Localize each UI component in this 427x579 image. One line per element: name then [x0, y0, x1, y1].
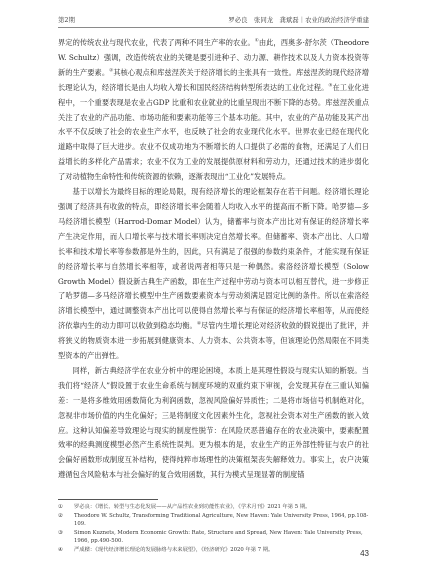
- footnote-item: [58, 546, 369, 555]
- footnote-number: ①: [58, 504, 63, 510]
- footnote-number: ③: [58, 529, 63, 536]
- footnote-item: [58, 529, 369, 546]
- footnote-marker: ④: [196, 321, 201, 327]
- page-number: 43: [360, 549, 369, 558]
- issue-label: 第2期: [58, 16, 75, 24]
- paragraph-text: 其核心观点和库兹涅茨关于经济增长的主张具有一致性。库兹涅茨的现代经济增长理论认为，经济增长是由人均收入增长和国民经济结构转型所表达的工业化过程。: [58, 67, 369, 92]
- footnote-item: [58, 512, 369, 529]
- footnotes: [58, 503, 369, 555]
- body-paragraph: [58, 364, 369, 483]
- footnote-number: ④: [58, 546, 63, 553]
- body-paragraph: [58, 185, 369, 364]
- body-text: [58, 36, 369, 483]
- footnote-text: 严成樑：《现代经济增长理论的发展脉络与未来展望》，《经济研究》2020 年第 7 期。: [74, 546, 274, 553]
- paragraph-text: 尽管内生增长理论对经济收敛的假说提出了批评，并将狭义的物质资本进一步拓展到健康资本、人力资本、公共资本等，但该理论仍然局限在不同类型资本的产出弹性。: [58, 321, 369, 361]
- paragraph-text: 在工业化进程中，一个重要表现是农业占GDP 比重和农业就业的比重呈现出不断下降的态势。库兹涅茨重点关注了农业的产品功能、市场功能和要素功能等三个基本功能。其中，农业的产品功能及其产出水平不仅反映了社会的农业生产水平，也反映了社会的农业现代化水平。世界农业已经在现代化道路中取得了巨大进步。农业不仅成功地为不断增长的人口提供了必需的食物，还满足了人们日益增长的多样化产品需求；农业不仅为工业的发展提供原材料和劳动力，还通过技术的进步弱化了对动植物生命特性和传统资源的依赖，逐渐表现出“工业化”发展特点。: [58, 82, 369, 182]
- paragraph-text: 基于以增长为最终目标的理论局限，现有经济增长的理论框架存在若干问题。经济增长理论强调了经济具有收敛的特点，即经济增长率会随着人均收入水平的提高而不断下降。哈罗德—多马经济增长模型（Harrod-Domar Model）认为，储蓄率与资本产出比对有保证的经济增长率产生决定作用，而人口增长率与技术增长率则决定自然增长率。但储蓄率、资本产出比、人口增长率和技术增长率等参数都是外生的，因此，只有满足了很强的参数约束条件，才能实现有保证的经济增长率与自然增长率相等，或者说两者相等只是一种偶然。索洛经济增长模型（Solow Growth Model）假设新古典生产函数，即在生产过程中劳动与资本可以相互替代，进一步修正了哈罗德—多马经济增长模型中生产函数要素资本与劳动须满足固定比例的条件。所以在索洛经济增长模型中，通过调整资本产出比可以使得自然增长率与有保证的经济增长率相等，从而使经济依靠内生的动力即可以收敛到稳态均衡。: [58, 187, 369, 331]
- footnote-number: ②: [58, 512, 63, 519]
- footnote-item: [58, 503, 369, 512]
- paragraph-text: 界定的传统农业与现代农业，代表了两种不同生产率的农业。: [58, 38, 255, 47]
- paragraph-text: 同样，新古典经济学在农业分析中的理论困境，本质上是其理性假设与现实认知的断裂。当我们将“经济人”假设置于农业生命系统与制度环境的双重约束下审视，会发现其存在三重认知偏差：一是将多维效用函数简化为利润函数，忽视风险偏好异质性；二是将市场信号机制绝对化，忽视非市场价值的内生化偏好；三是将制度文化因素外生化，忽视社会资本对生产函数的嵌入效应。这种认知偏差导致理论与现实的制度性脱节：在风险厌恶普遍存在的农业决策中，要素配置效率的经典测度模型必然产生系统性误判。更为根本的是，农业生产的正外部性特征与农户的社会偏好函数形成制度互补结构，使得纯粹市场理性的决策框架丧失解释效力。事实上，农户决策遵循包含风险粘本与社会偏好的复合效用函数，其行为模式呈现显著的制度锚: [58, 365, 369, 480]
- body-paragraph: [58, 36, 369, 185]
- footnote-text: Theodore W. Schultz, Transforming Traditional Agriculture, New Haven: Yale University Press, 1964, pp.108-109.: [74, 512, 369, 528]
- footnote-text: 罗必良：《增长、转型与生态化发展——从产品性农业到功能性农业》，《学术月刊》2021 年第 5 期。: [74, 504, 311, 510]
- page-header: [58, 13, 369, 28]
- footnote-marker: ③: [328, 83, 333, 89]
- footnote-marker: ②: [109, 68, 114, 74]
- running-title: 罗必良 张同龙 龚斌磊｜农业的政治经济学重建: [228, 16, 369, 24]
- footnote-text: Simon Kuznets, Modern Economic Growth: Rate, Structure and Spread, New Haven: Yale University Press, 1966, pp.490-500.: [74, 529, 363, 545]
- footnote-marker: ①: [254, 38, 259, 44]
- footnote-divider: [58, 499, 158, 500]
- paragraph-text: 由此，西奥多·舒尔茨（Theodore W. Schultz）强调，改造传统农业的关键是要引进种子、动力源、耕作技术以及人力资本投资等新的生产要素。: [58, 38, 369, 77]
